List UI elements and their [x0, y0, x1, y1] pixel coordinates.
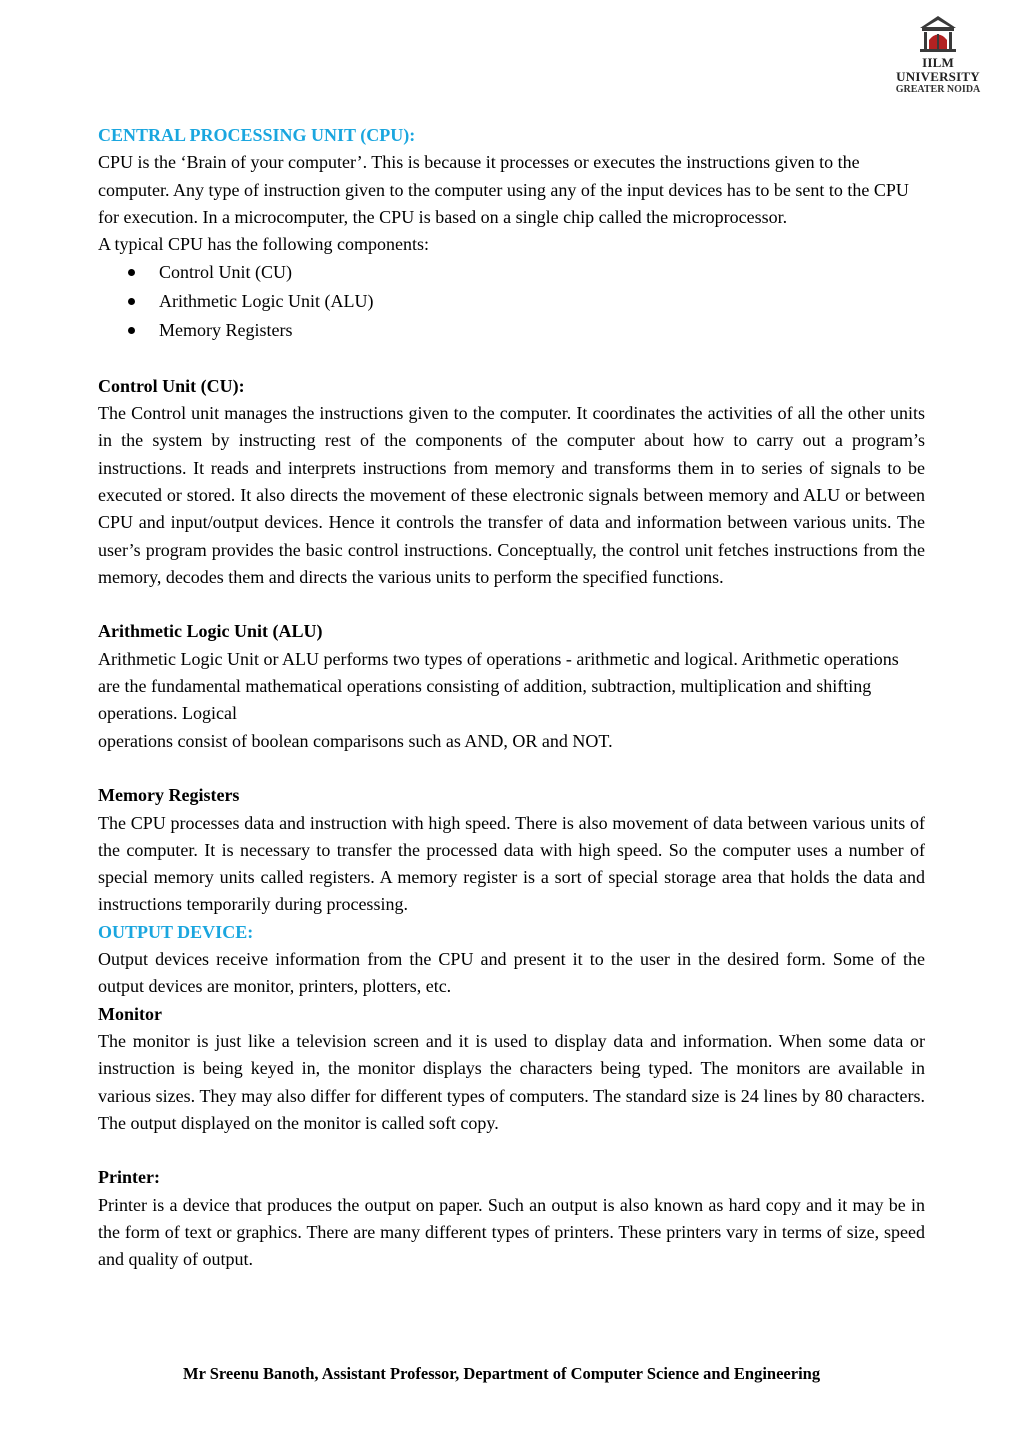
cpu-paragraph: CPU is the ‘Brain of your computer’. This is because it processes or executes the instructions given to the computer. Any type of instruction given to the computer using any of the input devices has to be sent to the CPU for execution. In a microcomputer, the CPU is based on a single chip called the microprocessor. [98, 152, 909, 227]
bullet-icon [128, 269, 135, 276]
page-footer: Mr Sreenu Banoth, Assistant Professor, Department of Computer Science and Engineering [183, 1364, 821, 1383]
alu-paragraph-2: operations consist of boolean comparisons such as AND, OR and NOT. [98, 730, 613, 751]
university-building-icon [918, 14, 958, 54]
alu-paragraph: Arithmetic Logic Unit or ALU performs two types of operations - arithmetic and logical. Arithmetic operations are the fundamental mathematical operations consisting of addition, subtraction, multiplication and shifting operations. Logical [98, 648, 899, 724]
list-item-label: Arithmetic Logic Unit (ALU) [159, 291, 374, 312]
document-body [98, 122, 925, 1274]
output-device-heading: OUTPUT DEVICE: [98, 921, 254, 942]
spacer [98, 1137, 925, 1164]
list-item [128, 287, 925, 316]
list-item-label: Memory Registers [159, 320, 293, 341]
cpu-heading: CENTRAL PROCESSING UNIT (CPU): [98, 125, 416, 145]
list-item [128, 316, 925, 345]
output-device-paragraph: Output devices receive information from the CPU and present it to the user in the desired form. Some of the output devices are monitor, printers, plotters, etc. [98, 949, 925, 997]
logo-title: IILM UNIVERSITY [896, 55, 980, 84]
memory-registers-heading: Memory Registers [98, 785, 240, 806]
control-unit-heading: Control Unit (CU): [98, 375, 245, 396]
cpu-intro: A typical CPU has the following components: [98, 234, 429, 255]
cpu-components-list [98, 258, 925, 345]
bullet-icon [128, 298, 135, 305]
logo-subtitle: GREATER NOIDA [895, 84, 981, 95]
list-item [128, 258, 925, 287]
bullet-icon [128, 327, 135, 334]
monitor-paragraph: The monitor is just like a television screen and it is used to display data and information. When some data or instruction is being keyed in, the monitor displays the characters being typed. The monitors are available in various sizes. They may also differ for different types of computers. The standard size is 24 lines by 80 characters. The output displayed on the monitor is called soft copy. [98, 1030, 925, 1133]
monitor-heading: Monitor [98, 1003, 162, 1024]
spacer [98, 345, 925, 372]
control-unit-paragraph: The Control unit manages the instructions given to the computer. It coordinates the activities of all the other units in the system by instructing rest of the components of the computer about how to carry out a program’s instructions. It reads and interprets instructions from memory and transforms them in to series of signals to be executed or stored. It also directs the movement of these electronic signals between memory and ALU or between CPU and input/output devices. Hence it controls the transfer of data and information between various units. The user’s program provides the basic control instructions. Conceptually, the control unit fetches instructions from the memory, decodes them and directs the various units to perform the specified functions. [98, 403, 925, 587]
memory-registers-paragraph: The CPU processes data and instruction with high speed. There is also movement of data between various units of the computer. It is necessary to transfer the processed data with high speed. So the computer uses a number of special memory units called registers. A memory register is a sort of special storage area that holds the data and instructions temporarily during processing. [98, 812, 925, 915]
printer-heading: Printer: [98, 1167, 160, 1188]
spacer [98, 591, 925, 618]
list-item-label: Control Unit (CU) [159, 262, 292, 283]
university-logo [882, 14, 994, 95]
alu-heading: Arithmetic Logic Unit (ALU) [98, 621, 323, 642]
printer-paragraph: Printer is a device that produces the output on paper. Such an output is also known as hard copy and it may be in the form of text or graphics. There are many different types of printers. These printers vary in terms of size, speed and quality of output. [98, 1194, 925, 1270]
spacer [98, 755, 925, 782]
